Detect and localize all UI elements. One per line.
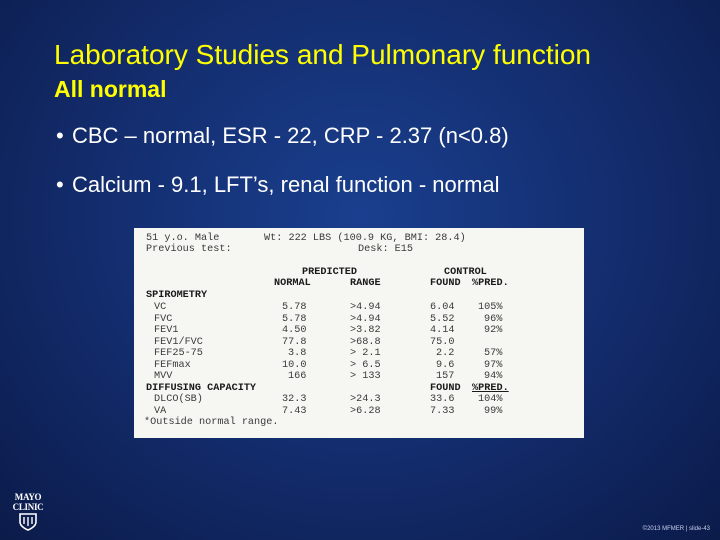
table-row (134, 394, 584, 405)
logo-line-1: MAYO (14, 492, 42, 502)
found-value: 2.2 (436, 348, 455, 359)
normal-value: 3.8 (288, 348, 307, 359)
shield-icon (18, 513, 38, 531)
range-value: >6.28 (350, 405, 381, 417)
table-row (134, 406, 584, 417)
slide-footer: ©2013 MFMER | slide-43 (642, 526, 710, 532)
bullet-item (56, 171, 509, 199)
normal-value: 4.50 (282, 325, 307, 336)
desk-info: Desk: E15 (358, 244, 414, 255)
bullet-item (56, 122, 509, 150)
table-row (134, 314, 584, 325)
pulmonary-function-report (134, 228, 584, 438)
mayo-clinic-logo (9, 491, 47, 531)
pred-value: 94% (484, 371, 503, 382)
range-value: > 2.1 (350, 348, 381, 359)
test-name: FEV1 (154, 325, 179, 336)
pred-value: 104% (478, 394, 503, 405)
found-value: 75.0 (430, 336, 455, 348)
diffusing-capacity-header: DIFFUSING CAPACITY (146, 382, 257, 394)
test-name: VA (154, 405, 167, 417)
test-name: FEV1/FVC (154, 336, 203, 348)
range-value: > 133 (350, 371, 381, 382)
test-name: FEFmax (154, 359, 191, 371)
logo-line-2: CLINIC (12, 502, 44, 512)
spirometry-header: SPIROMETRY (146, 290, 208, 301)
pred-value: 96% (484, 313, 503, 325)
previous-test-label: Previous test: (146, 244, 232, 255)
found-value: 5.52 (430, 313, 455, 325)
bullet-text: CBC – normal, ESR - 22, CRP - 2.37 (n<0.8) (72, 123, 509, 148)
table-row (134, 360, 584, 371)
diffusing-found-header: FOUND (430, 382, 461, 394)
diffusing-pred-header: %PRED. (472, 382, 509, 394)
table-row (134, 325, 584, 336)
table-row (134, 348, 584, 359)
slide-subtitle: All normal (54, 76, 167, 102)
found-value: 4.14 (430, 325, 455, 336)
test-name: VC (154, 302, 167, 313)
test-name: MVV (154, 371, 173, 382)
test-name: FEF25-75 (154, 348, 203, 359)
found-value: 33.6 (430, 394, 455, 405)
pred-value: 57% (484, 348, 503, 359)
range-value: >3.82 (350, 325, 381, 336)
range-value: >68.8 (350, 336, 381, 348)
weight-info: Wt: 222 LBS (100.9 KG, BMI: 28.4) (264, 233, 466, 244)
normal-value: 5.78 (282, 302, 307, 313)
predicted-header: PREDICTED (302, 267, 358, 278)
range-value: > 6.5 (350, 359, 381, 371)
range-value: >24.3 (350, 394, 381, 405)
test-name: DLCO(SB) (154, 394, 203, 405)
found-value: 9.6 (436, 359, 455, 371)
footnote: *Outside normal range. (144, 417, 279, 428)
bullet-dot: • (56, 123, 64, 148)
normal-column-header: NORMAL (274, 278, 311, 289)
normal-value: 32.3 (282, 394, 307, 405)
found-value: 6.04 (430, 302, 455, 313)
found-value: 157 (436, 371, 455, 382)
patient-info: 51 y.o. Male (146, 233, 220, 244)
pred-value: 92% (484, 325, 503, 336)
range-value: >4.94 (350, 313, 381, 325)
control-header: CONTROL (444, 267, 487, 278)
pred-value: 105% (478, 302, 503, 313)
pred-value: 99% (484, 405, 503, 417)
found-value: 7.33 (430, 405, 455, 417)
table-row (134, 302, 584, 313)
table-row (134, 337, 584, 348)
bullet-list (56, 122, 509, 220)
pred-column-header: %PRED. (472, 278, 509, 289)
range-column-header: RANGE (350, 278, 381, 289)
normal-value: 5.78 (282, 313, 307, 325)
normal-value: 10.0 (282, 359, 307, 371)
found-column-header: FOUND (430, 278, 461, 289)
bullet-text: Calcium - 9.1, LFT’s, renal function - normal (72, 172, 500, 197)
test-name: FVC (154, 313, 173, 325)
range-value: >4.94 (350, 302, 381, 313)
normal-value: 7.43 (282, 405, 307, 417)
pred-value: 97% (484, 359, 503, 371)
table-row (134, 371, 584, 382)
bullet-dot: • (56, 172, 64, 197)
normal-value: 166 (288, 371, 307, 382)
normal-value: 77.8 (282, 336, 307, 348)
slide-title: Laboratory Studies and Pulmonary function (54, 39, 591, 70)
